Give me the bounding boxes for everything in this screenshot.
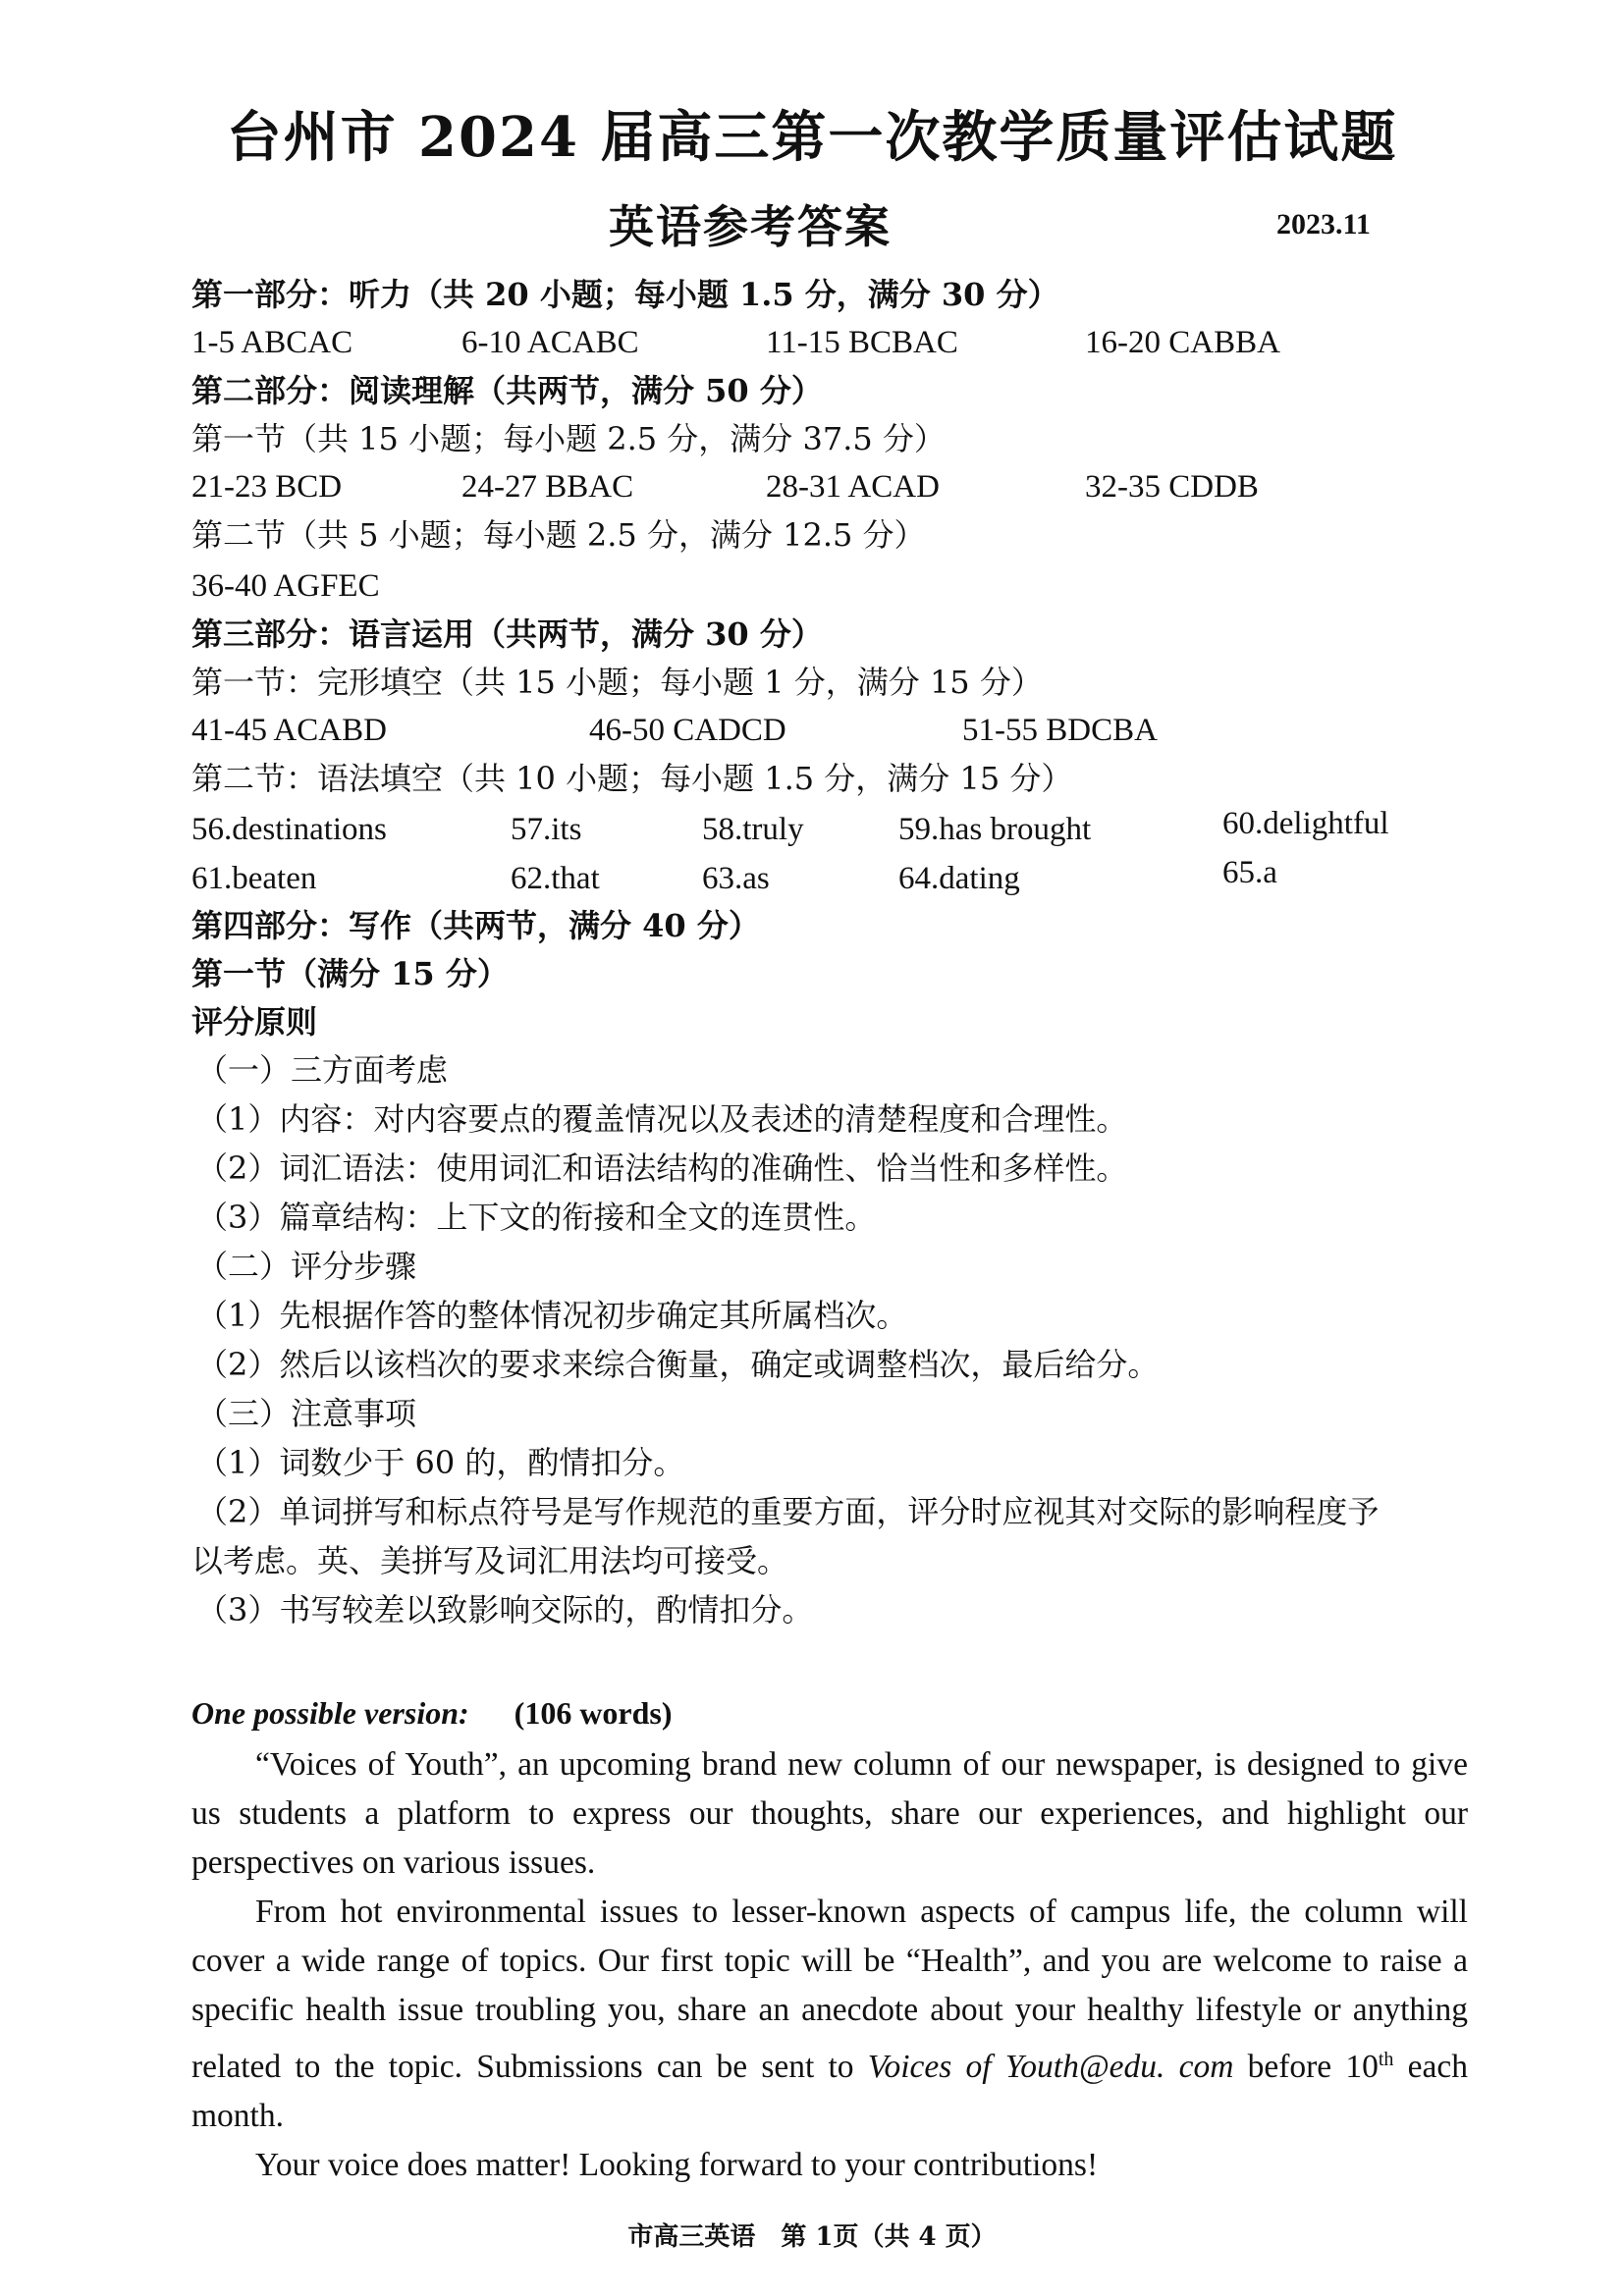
principle-line: （1）词数少于 60 的，酌情扣分。 — [196, 1444, 685, 1481]
answer-group: 46-50 CADCD — [589, 713, 786, 748]
answer-group: 6-10 ACABC — [461, 325, 639, 360]
grammar-answer: 59.has brought — [898, 812, 1092, 847]
page-title: 台州市 2024 届高三第一次教学质量评估试题 — [226, 105, 1398, 170]
grammar-answer: 62.that — [511, 861, 600, 896]
principle-line: （3）书写较差以致影响交际的，酌情扣分。 — [196, 1591, 814, 1629]
part2-heading: 第二部分：阅读理解（共两节，满分 50 分） — [191, 372, 823, 409]
page-footer: 市高三英语 第 1页（共 4 页） — [627, 2222, 997, 2252]
principle-line: （2）然后以该档次的要求来综合衡量，确定或调整档次，最后给分。 — [196, 1346, 1160, 1383]
grammar-answer: 65.a — [1222, 855, 1277, 890]
email-address: Voices of Youth@edu. com — [867, 2049, 1234, 2086]
answer-group: 11-15 BCBAC — [766, 325, 958, 360]
principle-line: （1）先根据作答的整体情况初步确定其所属档次。 — [196, 1297, 908, 1334]
grammar-answer: 58.truly — [702, 812, 804, 847]
ordinal-suffix: th — [1378, 2049, 1394, 2070]
word-count: (106 words) — [514, 1695, 673, 1731]
part3-section2: 第二节：语法填空（共 10 小题；每小题 1.5 分，满分 15 分） — [191, 760, 1073, 797]
principles-title: 评分原则 — [191, 1003, 318, 1041]
part2-section1: 第一节（共 15 小题；每小题 2.5 分，满分 37.5 分） — [191, 420, 946, 457]
answer-group: 28-31 ACAD — [766, 469, 940, 505]
principle-line: （2）词汇语法：使用词汇和语法结构的准确性、恰当性和多样性。 — [196, 1149, 1128, 1187]
essay-text: From hot environmental issues to lesser-known aspects of campus life, the column will cover a wide range of topics. Our first topic will be “Health”, and you are welcome to raise a specific health issue troubling you, share an anecdote about your healthy lifestyle or anything related to the topic. Submissions can be sent to — [191, 1894, 1468, 2086]
answer-group: 51-55 BDCBA — [962, 713, 1158, 748]
exam-date: 2023.11 — [1276, 208, 1371, 240]
answer-group: 41-45 ACABD — [191, 713, 387, 748]
sample-label: One possible version: — [191, 1695, 469, 1731]
essay-paragraph: Your voice does matter! Looking forward to your contributions! — [255, 2147, 1099, 2184]
essay-paragraph — [191, 1888, 1468, 2141]
answer-group: 36-40 AGFEC — [191, 568, 380, 604]
grammar-answer: 56.destinations — [191, 812, 387, 847]
answer-group: 32-35 CDDB — [1085, 469, 1259, 505]
page-subtitle: 英语参考答案 — [609, 200, 892, 253]
grammar-answer: 64.dating — [898, 861, 1020, 896]
grammar-answer: 57.its — [511, 812, 582, 847]
part4-heading: 第四部分：写作（共两节，满分 40 分） — [191, 907, 760, 944]
principle-line: （1）内容：对内容要点的覆盖情况以及表述的清楚程度和合理性。 — [196, 1100, 1128, 1138]
answer-group: 16-20 CABBA — [1085, 325, 1280, 360]
principle-line: （二）评分步骤 — [196, 1248, 417, 1285]
grammar-answer: 60.delightful — [1222, 806, 1389, 841]
answer-group: 24-27 BBAC — [461, 469, 634, 505]
answer-group: 1-5 ABCAC — [191, 325, 353, 360]
part4-section1: 第一节（满分 15 分） — [191, 955, 509, 992]
part3-section1: 第一节：完形填空（共 15 小题；每小题 1 分，满分 15 分） — [191, 664, 1043, 701]
principle-line: （三）注意事项 — [196, 1395, 417, 1432]
essay-text: each month. — [191, 2049, 1468, 2135]
sample-essay — [191, 1740, 1468, 2190]
part3-heading: 第三部分：语言运用（共两节，满分 30 分） — [191, 615, 823, 653]
answer-group: 21-23 BCD — [191, 469, 343, 505]
grammar-answer: 63.as — [702, 861, 770, 896]
grammar-answer: 61.beaten — [191, 861, 317, 896]
principle-line: （3）篇章结构：上下文的衔接和全文的连贯性。 — [196, 1199, 877, 1236]
principle-line: （一）三方面考虑 — [196, 1051, 449, 1089]
essay-text: before 10 — [1233, 2049, 1379, 2086]
sample-label-row — [191, 1693, 673, 1733]
principle-line: 以考虑。英、美拼写及词汇用法均可接受。 — [191, 1542, 789, 1579]
part2-section2: 第二节（共 5 小题；每小题 2.5 分，满分 12.5 分） — [191, 516, 926, 554]
essay-paragraph: “Voices of Youth”, an upcoming brand new column of our newspaper, is designed to give us students a platform to express our thoughts, share our experiences, and highlight our perspectives on various issues. — [191, 1746, 1468, 1881]
principle-line: （2）单词拼写和标点符号是写作规范的重要方面，评分时应视其对交际的影响程度予 — [196, 1493, 1380, 1530]
part1-heading: 第一部分：听力（共 20 小题；每小题 1.5 分，满分 30 分） — [191, 276, 1059, 313]
